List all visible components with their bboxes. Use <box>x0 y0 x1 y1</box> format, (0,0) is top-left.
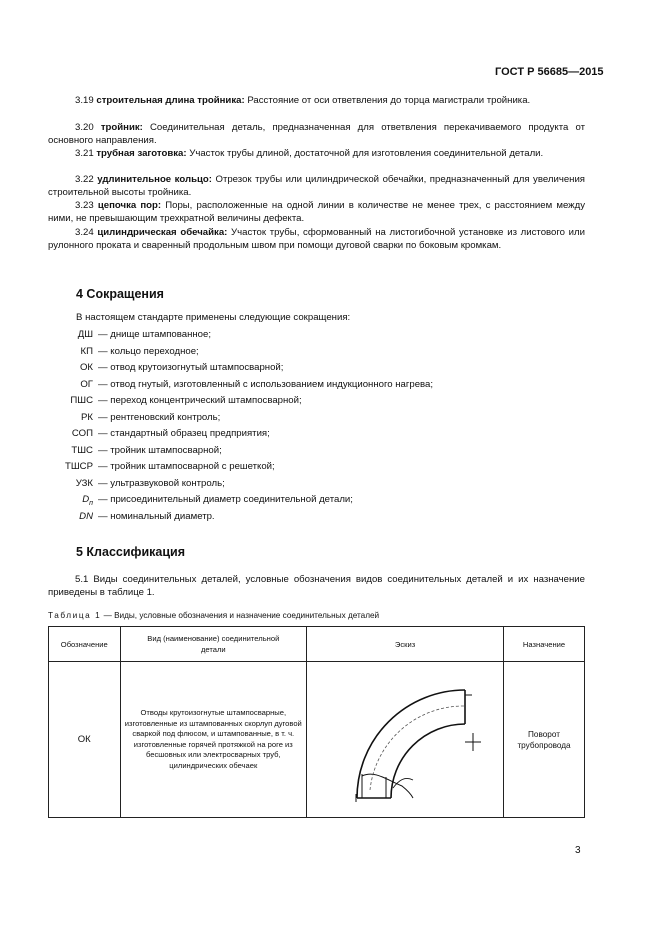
abbr-item: ТШСР — тройник штампосварной с решеткой; <box>65 461 275 472</box>
section-5-title: 5 Классификация <box>76 545 186 559</box>
table-row <box>49 662 585 818</box>
table-header-row <box>49 627 585 662</box>
header-sketch: Эскиз <box>307 627 504 662</box>
abbr-item: ОГ — отвод гнутый, изготовленный с использованием индукционного нагрева; <box>80 379 434 390</box>
elbow-bend-sketch-icon <box>307 662 503 815</box>
abbr-item: DN — номинальный диаметр. <box>79 511 215 522</box>
table-caption: Таблица 1 — Виды, условные обозначения и назначение соединительных деталей <box>48 611 380 620</box>
abbr-item: РК — рентгеновский контроль; <box>81 412 221 423</box>
abbr-item: КП — кольцо переходное; <box>80 346 199 357</box>
abbr-item: ДШ — днище штампованное; <box>77 329 212 340</box>
cell-description: Отводы крутоизогнутые штампосварные, изготовленные из штампованных скорлуп дуговой сваркой под флюсом, и штампованные, в т. ч. изготовленные горячей протяжкой на роге из бесшовных или электросварных труб, цилиндрических обечаек <box>120 662 306 818</box>
standard-header: ГОСТ Р 56685—2015 <box>495 66 604 78</box>
term-3-19: 3.19 строительная длина тройника: Расстояние от оси ответвления до торца магистрали тройника. <box>75 95 531 106</box>
section-4-intro: В настоящем стандарте применены следующие сокращения: <box>76 312 351 323</box>
cell-purpose: Поворот трубопровода <box>504 662 585 818</box>
cell-sketch <box>307 662 504 818</box>
abbr-item: ОК — отвод крутоизогнутый штампосварной; <box>79 362 284 373</box>
abbr-item: ТШС — тройник штампосварной; <box>71 445 222 456</box>
abbr-item: ПШС — переход концентрический штампосварной; <box>70 395 302 406</box>
page-number: 3 <box>575 845 581 856</box>
abbr-item: $D_п$ — присоединительный диаметр соединительной детали; <box>82 494 353 507</box>
section-5-1-paragraph: 5.1 Виды соединительных деталей, условные обозначения видов соединительных деталей и их назначение приведены в таблице 1. <box>48 574 585 599</box>
term-3-24: 3.24 цилиндрическая обечайка: Участок трубы, сформованный на листогибочной установке из листового или рулонного проката и сваренный продольным швом при помощи дуговой сварки по боковым кромкам. <box>48 227 585 252</box>
header-kind: Вид (наименование) соединительной детали <box>120 627 306 662</box>
header-purpose: Назначение <box>504 627 585 662</box>
abbr-item: УЗК — ультразвуковой контроль; <box>75 478 225 489</box>
term-3-20: 3.20 тройник: Соединительная деталь, предназначенная для ответвления перекачиваемого продукта от основного направления. <box>48 122 585 147</box>
cell-designation: ОК <box>49 662 121 818</box>
table-1 <box>48 626 585 818</box>
term-3-23: 3.23 цепочка пор: Поры, расположенные на одной линии в количестве не менее трех, с расстоянием между ними, не превышающим трехкратной величины дефекта. <box>48 200 585 225</box>
term-3-21: 3.21 трубная заготовка: Участок трубы длиной, достаточной для изготовления соединительной детали. <box>75 148 544 159</box>
term-3-22: 3.22 удлинительное кольцо: Отрезок трубы или цилиндрической обечайки, предназначенный для увеличения строительной высоты тройника. <box>48 174 586 199</box>
section-4-title: 4 Сокращения <box>76 287 164 301</box>
abbr-item: СОП — стандартный образец предприятия; <box>71 428 270 439</box>
header-designation: Обозначение <box>49 627 121 662</box>
